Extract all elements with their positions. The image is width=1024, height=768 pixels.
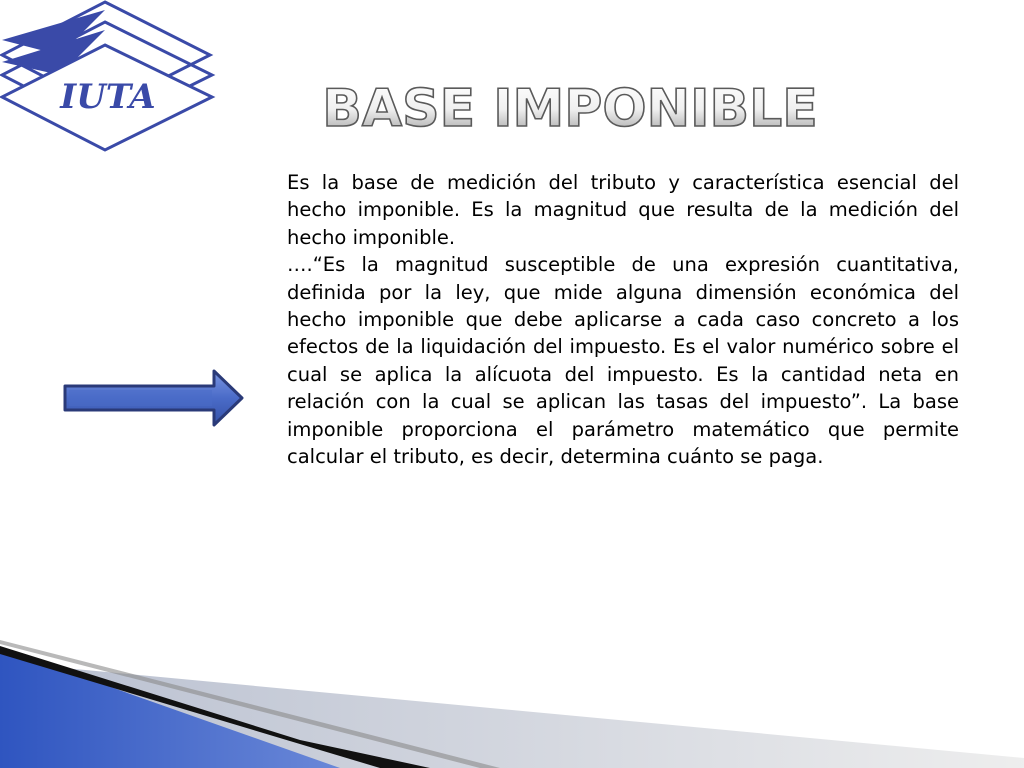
arrow-right-icon — [62, 368, 246, 428]
logo-text: IUTA — [60, 77, 156, 117]
page-title: BASE IMPONIBLE — [322, 79, 818, 139]
paragraph-definition: Es la base de medición del tributo y característica esencial del hecho imponible. Es la magnitud que resulta de la medición del hecho imponible. — [287, 171, 959, 249]
body-text — [287, 169, 959, 470]
paragraph-quote: ….“Es la magnitud susceptible de una expresión cuantitativa, definida por la ley, que mide alguna dimensión económica del hecho imponible que debe aplicarse a cada caso concreto a los efectos de la liquidación del impuesto. Es el valor numérico sobre el cual se aplica la alícuota del impuesto. Es la cantidad neta en relación con la cual se aplican las tasas del impuesto”. La base imponible proporciona el parámetro matemático que permite calcular el tributo, es decir, determina cuánto se paga. — [287, 253, 959, 469]
iuta-logo — [0, 0, 215, 155]
bottom-decoration — [0, 640, 1024, 768]
title-container — [322, 70, 818, 150]
